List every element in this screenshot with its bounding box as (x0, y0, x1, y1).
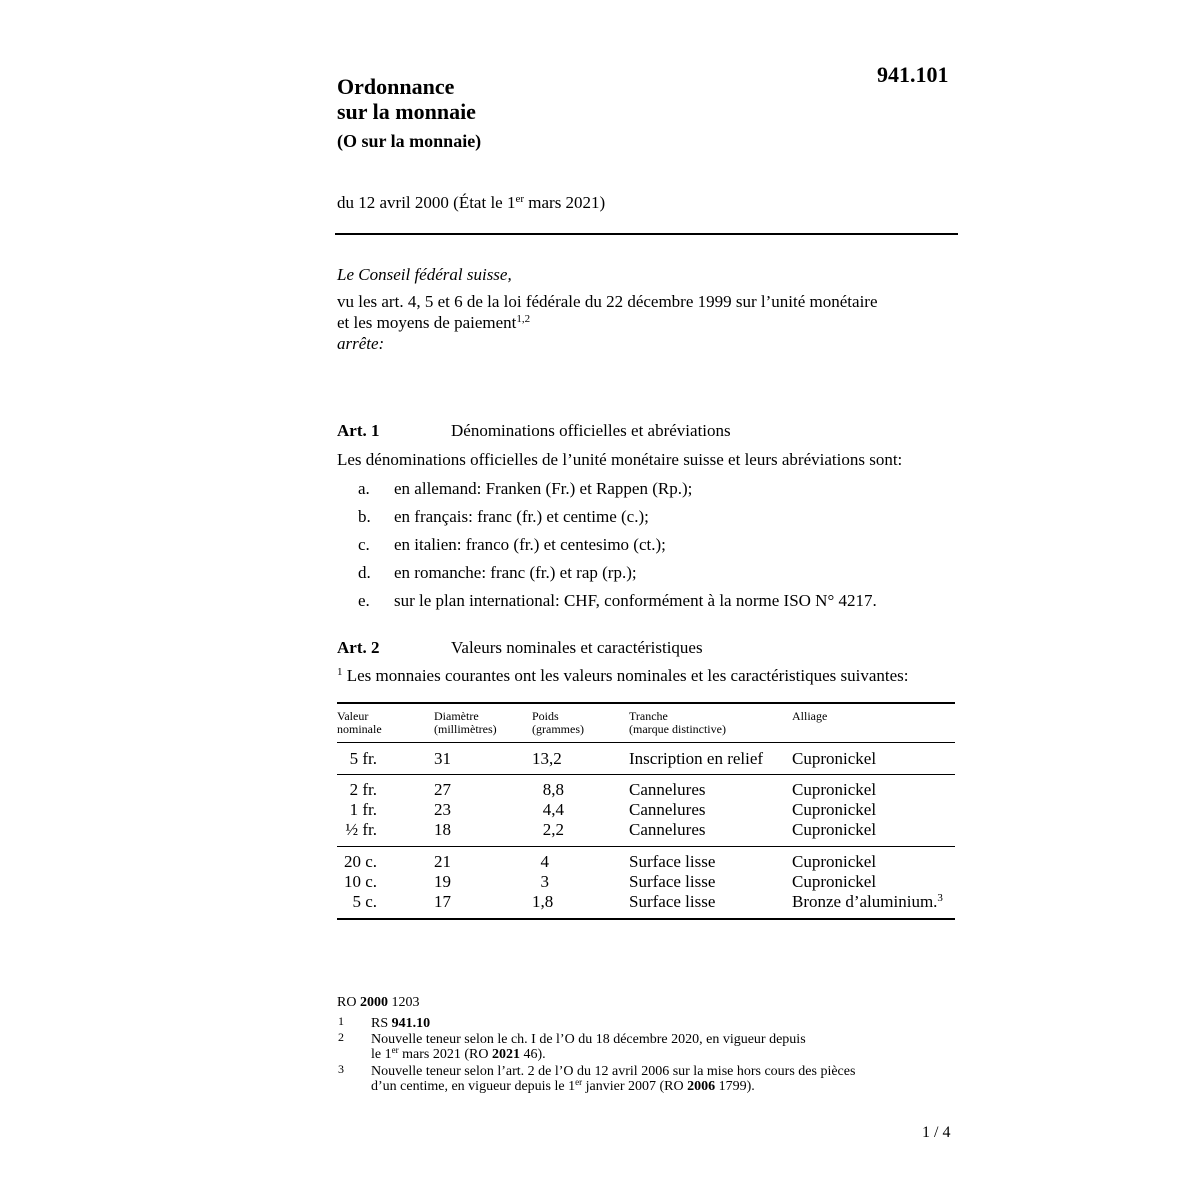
ro-reference: RO 2000 1203 (337, 995, 420, 1010)
table-group-rule (337, 774, 955, 775)
table-cell: 17 (434, 892, 451, 911)
table-cell: Surface lisse (629, 872, 716, 891)
preamble-authority: Le Conseil fédéral suisse, (337, 265, 512, 284)
table-cell: ½ fr. (345, 820, 377, 839)
footnote-number: 3 (338, 1062, 344, 1076)
title-line-1: Ordonnance (337, 74, 455, 99)
footnote-text: Nouvelle teneur selon le ch. I de l’O du 18 décembre 2020, en vigueur depuis le 1er mars 2021 (RO 2021 46). (371, 1032, 806, 1062)
table-header-alloy: Alliage (792, 709, 828, 723)
table-cell: 13,2 (532, 749, 562, 768)
preamble (337, 264, 957, 354)
table-cell: 21 (434, 852, 451, 871)
table-cell: Surface lisse (629, 892, 716, 911)
table-cell: 1,8 (532, 892, 554, 911)
footnote-text: Nouvelle teneur selon l’art. 2 de l’O du 12 avril 2006 sur la mise hors cours des pièces d’un centime, en vigueur depuis le 1er janvier 2007 (RO 2006 1799). (371, 1064, 856, 1094)
table-cell: 19 (434, 872, 451, 891)
article-2-title: Valeurs nominales et caractéristiques (451, 638, 703, 657)
table-cell: Cannelures (629, 800, 706, 819)
table-cell: 2 fr. (349, 780, 377, 799)
table-cell: Cupronickel (792, 800, 877, 819)
table-cell: 1 fr. (349, 800, 377, 819)
document-page: Ordonnance sur la monnaie (O sur la monnaie) 941.101 du 12 avril 2000 (État le 1er mars 2021) Le Conseil fédéral suisse, vu les art. 4, 5 et 6 de la loi fédérale du 22 décembre 1999 sur l’unité monétaire et les moyens de paiement$^{1,2}$ arrête: Art. 1 Dénominations officielles et abréviations Les dénominations officielles de l’unité monétaire suisse et leurs abréviations sont: a. en allemand: Franken (Fr.) et Rappen (Rp.); b. en français: franc (fr.) et centime (c.); c. en italien: franco (fr.) et centesimo (ct.); d. en romanche: franc (fr.) et rap (rp.); e. sur le plan international: CHF, conformément à la norme ISO N° 4217. Art. 2 Valeurs nominales et caractéristiques $^1$ Les monnaies courantes ont les valeurs nominales et les caractéristiques suivantes: Valeur nominale Diamètre (millimètres) Poids (grammes) Tranche (marque distinctive) Alliage 5 fr. 31 13,2 Inscription en relief Cupronickel 2 fr. 27 8,8 Cannelures Cupronickel 1 fr. 23 4,4 Cannelures Cupronickel ½ fr. 18 2,2 Cannelures Cupronickel 20 c. 21 4 Surface lisse Cupronickel 10 c. 19 3 Surface lisse Cupronickel 5 c. 17 1,8 Surface lisse Bronze d’aluminium.$^3$ RO 2000 1203 1 RS 941.10 2 Nouvelle teneur selon le ch. I de l’O du 18 décembre 2020, en vigueur depuis le 1er mars 2021 (RO 2021 46). 3 Nouvelle teneur selon l’art. 2 de l’O du 12 avril 2006 sur la mise hors cours des pièces d’un centime, en vigueur depuis le 1er janvier 2007 (RO 2006 1799). 1 / 4 (0, 0, 1200, 1200)
table-cell: Cupronickel (792, 820, 877, 839)
table-cell: 3 (540, 872, 549, 891)
preamble-decree: arrête: (337, 334, 385, 353)
page-number: 1 / 4 (922, 1124, 951, 1141)
document-date: du 12 avril 2000 (État le 1er mars 2021) (337, 193, 606, 212)
article-1-intro: Les dénominations officielles de l’unité monétaire suisse et leurs abréviations sont: (337, 450, 903, 469)
table-header-diameter: Diamètre (millimètres) (434, 709, 497, 736)
table-header-edge: Tranche (marque distinctive) (629, 709, 726, 736)
article-2-intro: $^1$ Les monnaies courantes ont les valeurs nominales et les caractéristiques suivantes: (337, 666, 909, 685)
table-cell: 18 (434, 820, 451, 839)
document-title (337, 74, 476, 124)
preamble-basis-line-2: et les moyens de paiement$^{1,2}$ (337, 313, 531, 332)
table-top-rule (337, 702, 955, 704)
table-header-weight: Poids (grammes) (532, 709, 584, 736)
table-cell: 8,8 (542, 780, 564, 799)
footnote-number: 2 (338, 1030, 344, 1044)
article-2-number: Art. 2 (337, 638, 380, 657)
table-cell: 4,4 (542, 800, 564, 819)
table-cell: 10 c. (343, 872, 377, 891)
table-cell: Cupronickel (792, 780, 877, 799)
footnote-number: 1 (338, 1014, 344, 1028)
table-cell: Bronze d’aluminium.$^3$ (792, 892, 943, 911)
table-cell: Cupronickel (792, 852, 877, 871)
table-cell: Surface lisse (629, 852, 716, 871)
table-cell: 5 fr. (349, 749, 377, 768)
table-cell: 23 (434, 800, 451, 819)
table-cell: 4 (540, 852, 549, 871)
header-divider (335, 233, 958, 235)
table-cell: 31 (434, 749, 451, 768)
title-line-2: sur la monnaie (337, 99, 476, 124)
footnote-ref[interactable]: 3 (937, 892, 943, 904)
table-cell: Cupronickel (792, 872, 877, 891)
table-cell: 27 (434, 780, 451, 799)
article-1-title: Dénominations officielles et abréviations (451, 421, 731, 440)
table-cell: 2,2 (542, 820, 564, 839)
table-header-rule (337, 742, 955, 743)
article-1-number: Art. 1 (337, 421, 380, 440)
table-cell: 5 c. (352, 892, 377, 911)
footnote-ref[interactable]: 1,2 (516, 313, 531, 325)
table-cell: Cannelures (629, 780, 706, 799)
table-cell: Inscription en relief (629, 749, 764, 768)
table-cell: Cupronickel (792, 749, 877, 768)
preamble-basis-line-1: vu les art. 4, 5 et 6 de la loi fédérale du 22 décembre 1999 sur l’unité monétaire (337, 292, 878, 311)
table-bottom-rule (337, 918, 955, 920)
table-group-rule (337, 846, 955, 847)
paragraph-number: 1 (337, 666, 343, 678)
systematic-number: 941.101 (877, 62, 949, 87)
table-cell: 20 c. (343, 852, 377, 871)
footnote-text: RS 941.10 (371, 1016, 431, 1031)
document-abbreviation: (O sur la monnaie) (337, 131, 482, 151)
table-header-value: Valeur nominale (337, 709, 382, 736)
table-cell: Cannelures (629, 820, 706, 839)
